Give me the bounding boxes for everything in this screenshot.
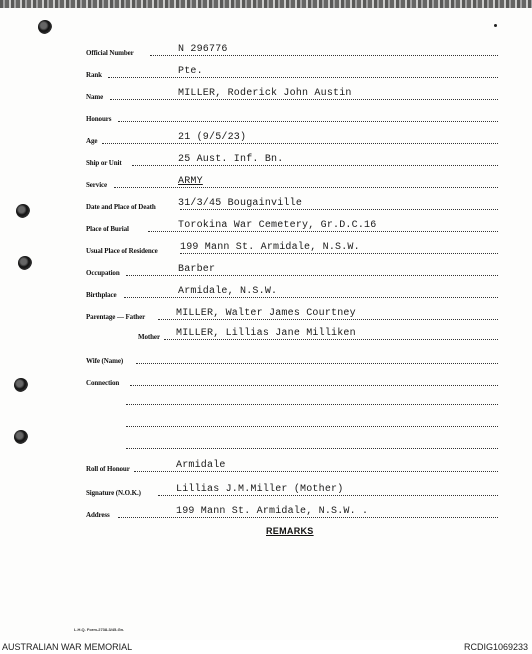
field-birthplace bbox=[86, 284, 498, 300]
field-label: Date and Place of Death bbox=[86, 203, 156, 211]
footer-record-id: RCDIG1069233 bbox=[463, 642, 528, 652]
field-label: Ship or Unit bbox=[86, 159, 122, 167]
field-usual-residence bbox=[86, 240, 498, 256]
connection-line bbox=[126, 446, 498, 449]
field-value: Barber bbox=[178, 264, 216, 275]
field-value: Pte. bbox=[178, 66, 203, 77]
field-signature-nok bbox=[86, 482, 498, 498]
archive-footer bbox=[0, 640, 532, 654]
field-value: MILLER, Lillias Jane Milliken bbox=[176, 328, 356, 339]
field-label: Occupation bbox=[86, 269, 120, 277]
field-label: Mother bbox=[138, 333, 160, 341]
connection-line bbox=[126, 402, 498, 405]
punch-hole-icon bbox=[14, 430, 28, 444]
field-occupation bbox=[86, 262, 498, 278]
field-value: MILLER, Walter James Courtney bbox=[176, 308, 356, 319]
field-parentage-father bbox=[86, 306, 498, 322]
punch-hole-icon bbox=[38, 20, 52, 34]
field-date-place-death bbox=[86, 196, 498, 212]
field-value: Armidale bbox=[176, 460, 226, 471]
connection-line bbox=[126, 424, 498, 427]
field-connection bbox=[86, 372, 498, 388]
remarks-heading: REMARKS bbox=[266, 526, 314, 536]
field-label: Connection bbox=[86, 379, 120, 387]
field-label: Address bbox=[86, 511, 110, 519]
field-value: 21 (9/5/23) bbox=[178, 132, 247, 143]
field-value: Lillias J.M.Miller (Mother) bbox=[176, 484, 344, 495]
field-roll-of-honour bbox=[86, 458, 498, 474]
form-print-code: L.H.Q. Form-2738-3/45-Gn. bbox=[74, 627, 125, 632]
field-value: MILLER, Roderick John Austin bbox=[178, 88, 352, 99]
field-value: ARMY bbox=[178, 176, 203, 187]
punch-hole-icon bbox=[16, 204, 30, 218]
field-label: Usual Place of Residence bbox=[86, 247, 158, 255]
field-label: Roll of Honour bbox=[86, 465, 130, 473]
field-value: 31/3/45 Bougainville bbox=[178, 198, 303, 209]
field-rank bbox=[86, 64, 498, 80]
field-value: 199 Mann St. Armidale, N.S.W. . bbox=[176, 506, 369, 517]
field-label: Official Number bbox=[86, 49, 134, 57]
field-label: Place of Burial bbox=[86, 225, 129, 233]
field-age bbox=[86, 130, 498, 146]
field-value: Torokina War Cemetery, Gr.D.C.16 bbox=[178, 220, 377, 231]
field-label: Honours bbox=[86, 115, 112, 123]
field-service bbox=[86, 174, 498, 190]
scan-edge-strip bbox=[0, 0, 532, 8]
scan-speck bbox=[494, 24, 497, 27]
field-value: 25 Aust. Inf. Bn. bbox=[178, 154, 284, 165]
field-label: Age bbox=[86, 137, 98, 145]
field-honours bbox=[86, 108, 498, 124]
field-ship-or-unit bbox=[86, 152, 498, 168]
field-address bbox=[86, 504, 498, 520]
field-wife bbox=[86, 350, 498, 366]
field-place-burial bbox=[86, 218, 498, 234]
field-value: 199 Mann St. Armidale, N.S.W. bbox=[180, 242, 360, 253]
field-label: Service bbox=[86, 181, 108, 189]
field-label: Wife (Name) bbox=[86, 357, 124, 365]
footer-institution: AUSTRALIAN WAR MEMORIAL bbox=[2, 642, 133, 652]
field-label: Birthplace bbox=[86, 291, 117, 299]
field-parentage-mother bbox=[86, 326, 498, 342]
punch-hole-icon bbox=[18, 256, 32, 270]
field-value: Armidale, N.S.W. bbox=[178, 286, 278, 297]
field-label: Signature (N.O.K.) bbox=[86, 489, 141, 497]
field-value: N 296776 bbox=[178, 44, 228, 55]
field-label: Parentage — Father bbox=[86, 313, 146, 321]
field-label: Rank bbox=[86, 71, 102, 79]
punch-hole-icon bbox=[14, 378, 28, 392]
field-name bbox=[86, 86, 498, 102]
field-official-number bbox=[86, 42, 498, 58]
field-label: Name bbox=[86, 93, 104, 101]
